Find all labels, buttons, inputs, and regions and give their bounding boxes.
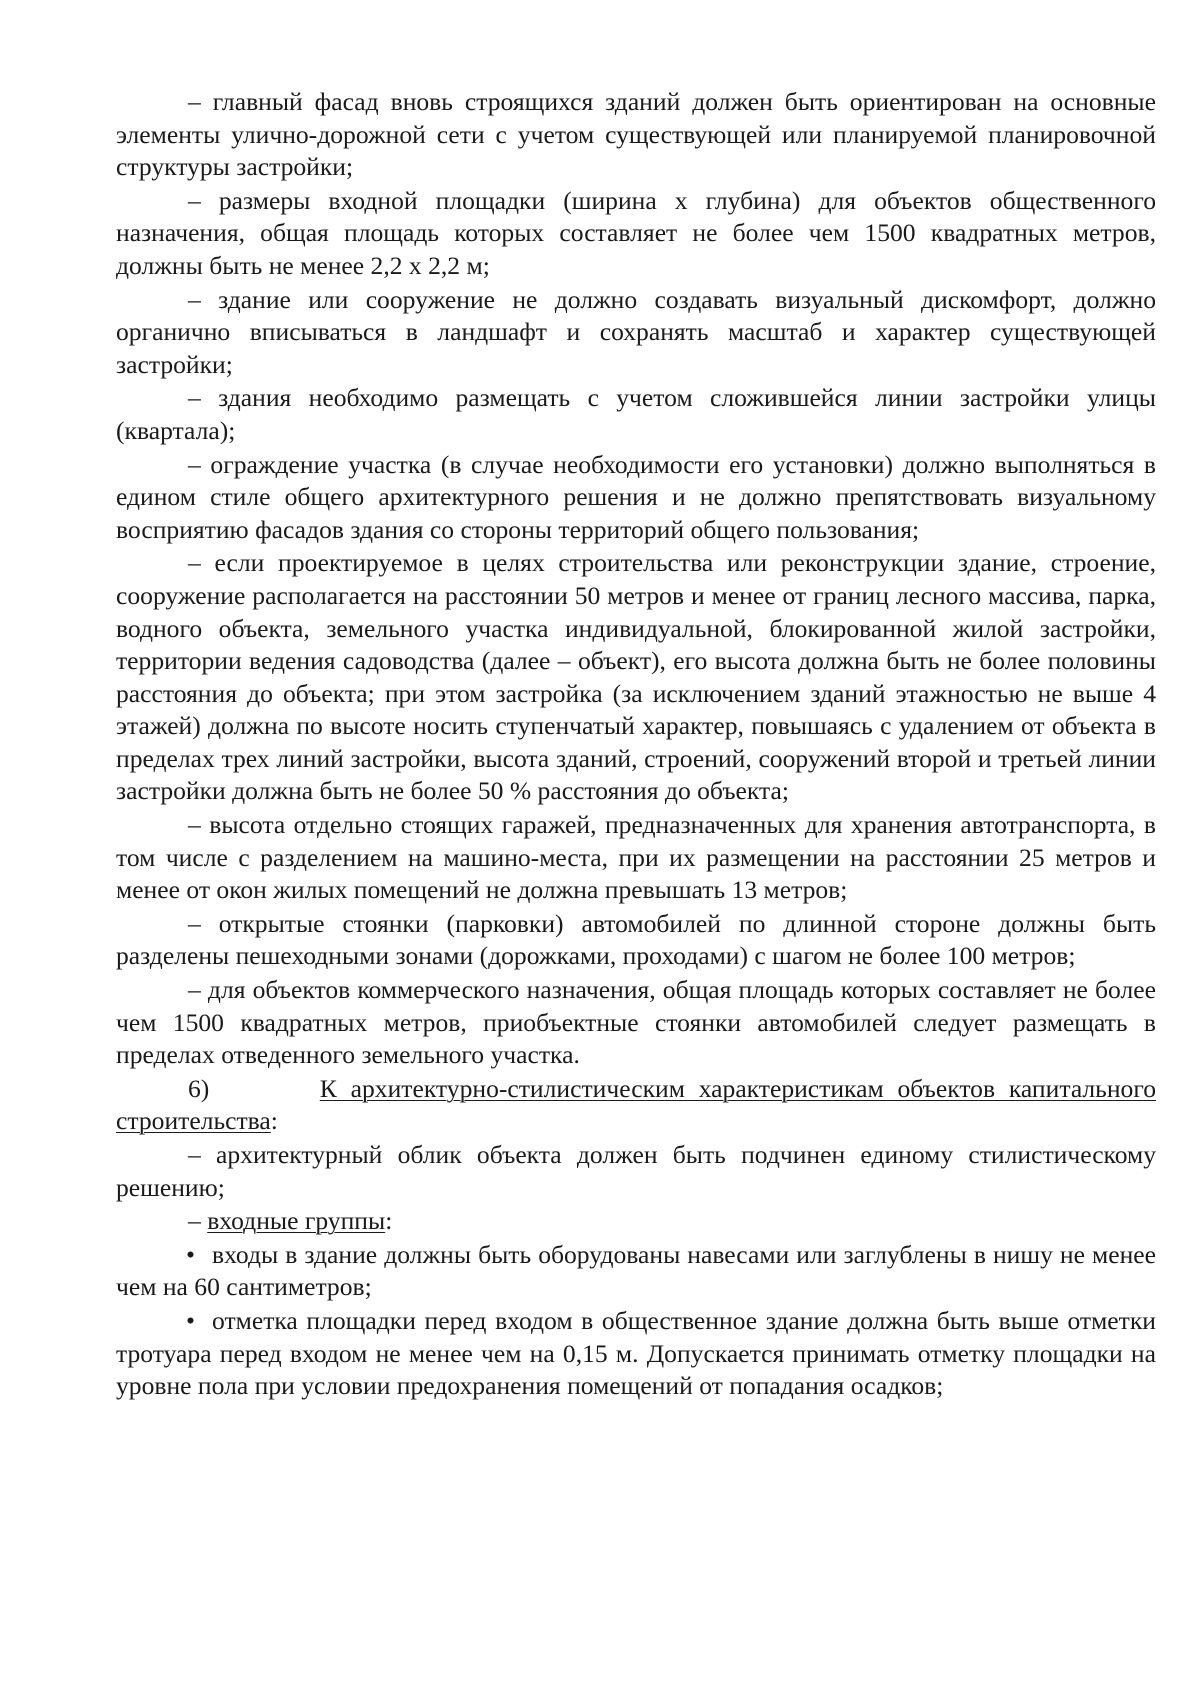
bullet-text: отметка площадки перед входом в общественное здание должна быть выше отметки тротуара перед входом не менее чем на 0,15 м. Допускается принимать отметку площадки на уровне пола при условии предохранения помещений от попадания осадков; (116, 1305, 1156, 1401)
paragraph-entrance-size: – размеры входной площадки (ширина х глубина) для объектов общественного назначения, общая площадь которых составляет не более чем 1500 квадратных метров, должны быть не менее 2,2 х 2,2 м; (116, 185, 1156, 280)
paragraph-parking: – открытые стоянки (парковки) автомобилей по длинной стороне должны быть разделены пешеходными зонами (дорожками, проходами) с шагом не более 100 метров; (116, 908, 1156, 971)
section-6-title: К архитектурно-стилистическим характеристикам объектов капитального строительства (116, 1073, 1157, 1136)
entry-groups-dash: – (188, 1206, 208, 1236)
paragraph-building-line: – здания необходимо размещать с учетом сложившейся линии застройки улицы (квартала); (116, 383, 1156, 445)
paragraph-visual-comfort: – здание или сооружение не должно создавать визуальный дискомфорт, должно органично вписываться в ландшафт и сохранять масштаб и характер существующей застройки; (116, 284, 1156, 379)
paragraph-garages: – высота отдельно стоящих гаражей, предназначенных для хранения автотранспорта, в том числе с разделением на машино-места, при их размещении на расстоянии 25 метров и менее от окон жилых помещений не должна превышать 13 метров; (116, 810, 1156, 905)
paragraph-height-limits: – если проектируемое в целях строительства или реконструкции здание, строение, сооружение располагается на расстоянии 50 метров и менее от границ лесного массива, парка, водного объекта, земельного участка индивидуальной, блокированной жилой застройки, территории ведения садоводства (далее – объект), его высота должна быть не более половины расстояния до объекта; при этом застройка (за исключением зданий этажностью не выше 4 этажей) должна по высоте носить ступенчатый характер, повышаясь с удалением от объекта в пределах трех линий застройки, высота зданий, строений, сооружений второй и третьей линии застройки должна быть не более 50 % расстояния до объекта; (116, 548, 1156, 806)
paragraph-style-unity: – архитектурный облик объекта должен быть подчинен единому стилистическому решению; (116, 1140, 1156, 1202)
bullet-icon: • (186, 1239, 195, 1269)
section-6-heading (116, 1073, 1156, 1138)
paragraph-main-facade: – главный фасад вновь строящихся зданий должен быть ориентирован на основные элементы улично-дорожной сети с учетом существующей или планируемой планировочной структуры застройки; (116, 87, 1156, 182)
bullet-icon: • (186, 1305, 195, 1335)
entry-groups-heading (116, 1205, 1156, 1238)
document-page (116, 86, 1156, 1404)
bullet-item-canopy (116, 1239, 1156, 1304)
paragraph-commercial-parking: – для объектов коммерческого назначения, общая площадь которых составляет не более чем 1500 квадратных метров, приобъектные стоянки автомобилей следует размещать в пределах отведенного земельного участка. (116, 975, 1156, 1070)
bullet-item-platform-level (116, 1305, 1156, 1403)
entry-groups-label: входные группы (207, 1206, 386, 1236)
paragraph-fencing: – ограждение участка (в случае необходимости его установки) должно выполняться в едином стиле общего архитектурного решения и не должно препятствовать визуальному восприятию фасадов здания со стороны территорий общего пользования; (116, 449, 1156, 544)
section-6-number: 6) (188, 1073, 210, 1103)
bullet-text: входы в здание должны быть оборудованы навесами или заглублены в нишу не менее чем на 60 сантиметров; (116, 1239, 1156, 1302)
entry-groups-suffix: : (385, 1206, 393, 1236)
section-6-suffix: : (270, 1106, 278, 1136)
